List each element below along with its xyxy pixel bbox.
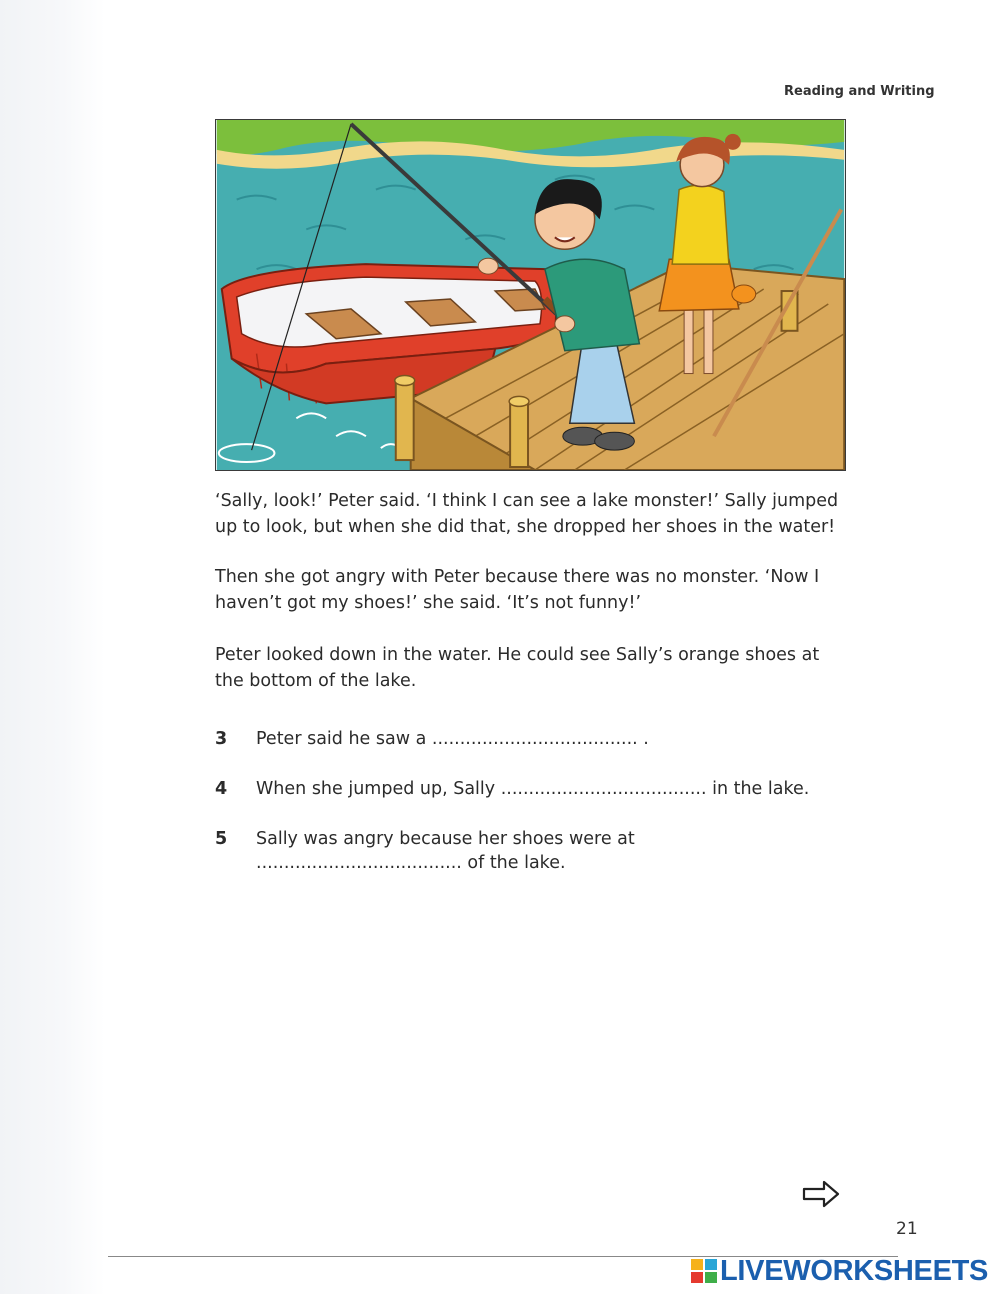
question-text[interactable]: Sally was angry because her shoes were at ..................................... of the lake.: [256, 829, 635, 873]
liveworksheets-brand: [690, 1255, 988, 1287]
liveworksheets-logo-icon: [690, 1258, 718, 1284]
question-number: 5: [215, 829, 228, 849]
question-number: 3: [215, 729, 228, 749]
story-paragraph-1: ‘Sally, look!’ Peter said. ‘I think I can see a lake monster!’ Sally jumped up to look, but when she did that, she dropped her shoes in the water!: [215, 491, 839, 537]
question-3: [215, 727, 845, 753]
question-text[interactable]: Peter said he saw a ..................................... .: [256, 729, 649, 749]
brand-name: LIVEWORKSHEETS: [720, 1254, 989, 1287]
question-4: [215, 777, 845, 803]
question-text[interactable]: When she jumped up, Sally ..................................... in the lake.: [256, 779, 810, 799]
story-paragraph-3: Peter looked down in the water. He could see Sally’s orange shoes at the bottom of the lake.: [215, 645, 820, 691]
arrow-right-icon[interactable]: [802, 1180, 840, 1208]
scan-margin-shadow: [0, 0, 105, 1294]
question-number: 4: [215, 779, 228, 799]
question-5: [215, 827, 845, 877]
story-paragraph-2: Then she got angry with Peter because there was no monster. ‘Now I haven’t got my shoes!’ she said. ‘It’s not funny!’: [215, 567, 820, 613]
story-illustration: [215, 119, 846, 471]
fishing-scene-image: [216, 120, 845, 470]
page-number: 21: [896, 1219, 918, 1239]
section-title: Reading and Writing: [784, 84, 935, 99]
